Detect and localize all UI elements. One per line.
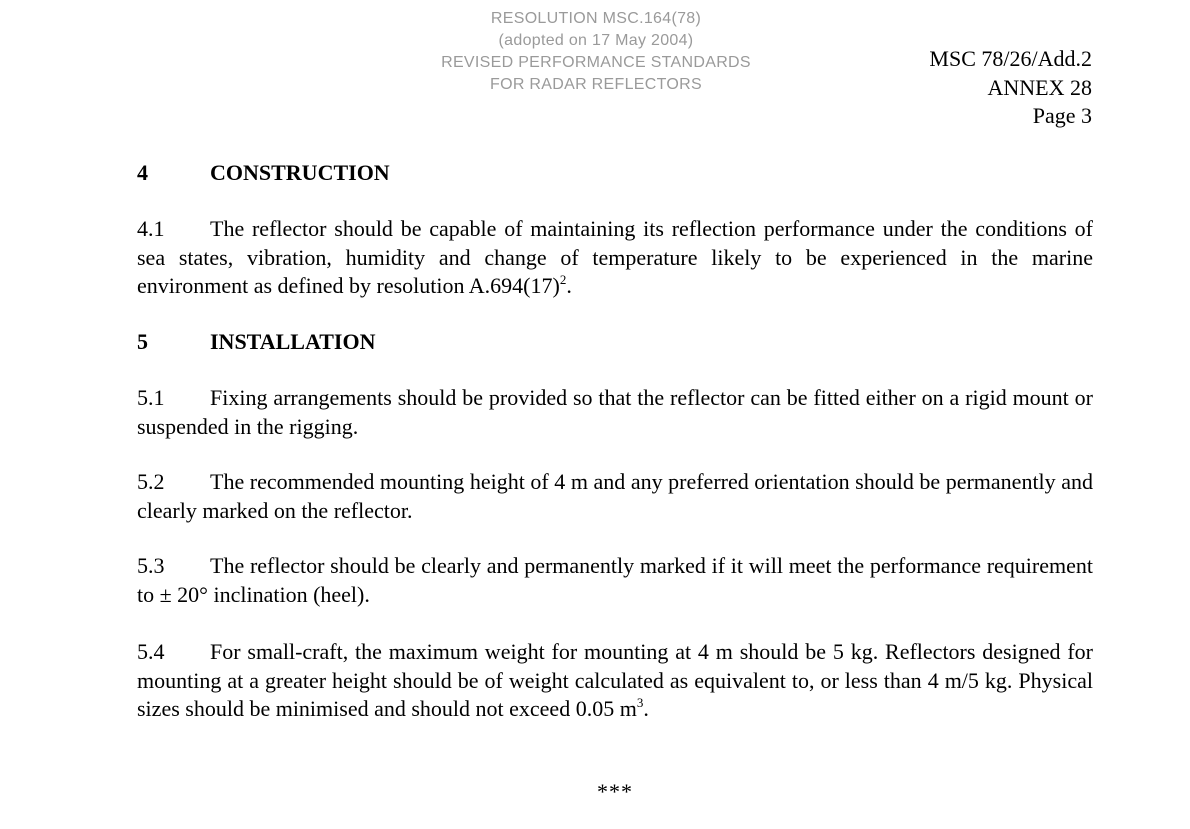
end-of-document-mark: *** — [597, 779, 633, 804]
paragraph-number: 5.3 — [137, 553, 165, 578]
superscript-exponent: 3 — [636, 695, 644, 710]
document-reference — [929, 45, 1092, 131]
page-number: Page 3 — [1032, 103, 1092, 128]
paragraph-5-1 — [137, 384, 1093, 441]
paragraph-5-4 — [137, 638, 1093, 724]
watermark-line-standards: REVISED PERFORMANCE STANDARDS — [441, 54, 751, 71]
footnote-marker: 2 — [559, 272, 567, 287]
paragraph-number: 5.1 — [137, 385, 165, 410]
paragraph-text: For small-craft, the maximum weight for mounting at 4 m should be 5 kg. Reflectors designed for mounting at a greater height should be of weight calculated as equivalent to, or less than 4 m/5 kg. Physical sizes should be minimised and should not exceed 0.05 m — [137, 639, 1093, 721]
paragraph-5-3 — [137, 552, 1093, 609]
paragraph-text: The reflector should be clearly and permanently marked if it will meet the performance requirement to ± 20° inclination (heel). — [137, 553, 1093, 607]
paragraph-5-2 — [137, 468, 1093, 525]
paragraph-text: The recommended mounting height of 4 m and any preferred orientation should be permanently and clearly marked on the reflector. — [137, 469, 1093, 523]
section-title: CONSTRUCTION — [210, 160, 390, 185]
section-heading-installation — [137, 328, 375, 356]
paragraph-tail: . — [566, 273, 572, 298]
paragraph-number: 5.4 — [137, 639, 165, 664]
section-heading-construction — [137, 159, 390, 187]
paragraph-tail: . — [643, 696, 649, 721]
paragraph-text: The reflector should be capable of maintaining its reflection performance under the conditions of sea states, vibration, humidity and change of temperature likely to be experienced in the marine environment as defined by resolution A.694(17) — [137, 216, 1093, 298]
paragraph-number: 4.1 — [137, 216, 165, 241]
resolution-watermark — [420, 8, 772, 96]
watermark-line-reflectors: FOR RADAR REFLECTORS — [490, 76, 702, 93]
section-number: 4 — [137, 160, 148, 185]
section-number: 5 — [137, 329, 148, 354]
paragraph-text: Fixing arrangements should be provided so that the reflector can be fitted either on a rigid mount or suspended in the rigging. — [137, 385, 1093, 439]
annex-label: ANNEX 28 — [987, 74, 1092, 100]
watermark-line-adopted: (adopted on 17 May 2004) — [498, 32, 694, 49]
paragraph-number: 5.2 — [137, 469, 165, 494]
watermark-line-resolution: RESOLUTION MSC.164(78) — [490, 10, 702, 27]
paragraph-4-1 — [137, 215, 1093, 301]
section-title: INSTALLATION — [210, 329, 376, 354]
doc-symbol: MSC 78/26/Add.2 — [929, 46, 1092, 71]
